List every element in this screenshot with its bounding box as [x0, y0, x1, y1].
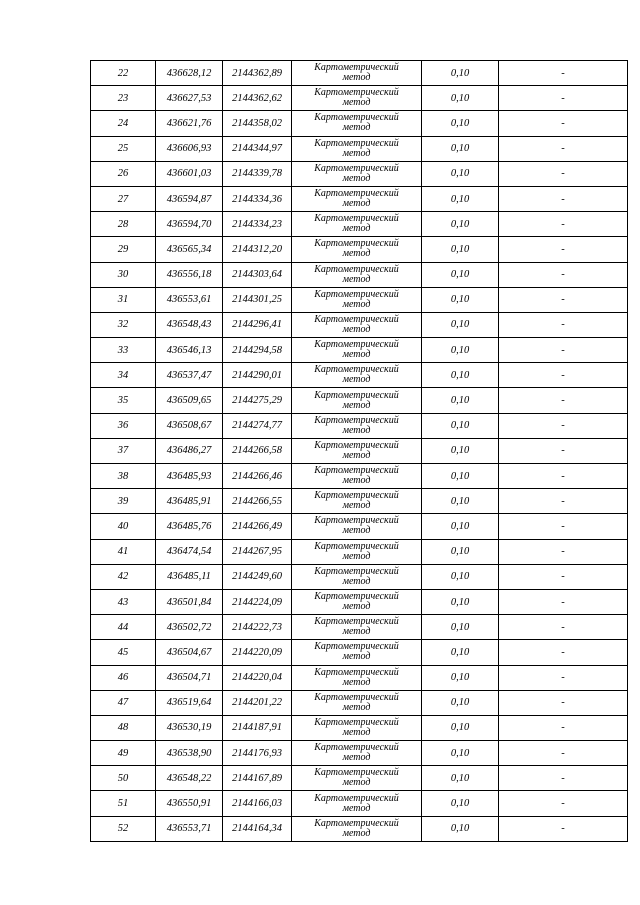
method-text-line1: Картометрический	[314, 188, 399, 200]
description-cell: -	[499, 338, 628, 363]
accuracy-cell: 0,10	[422, 816, 499, 841]
method-text-line2: метод	[342, 223, 371, 235]
description-cell: -	[499, 111, 628, 136]
y-coordinate-cell: 2144222,73	[223, 615, 292, 640]
method-text-line1: Картометрический	[314, 565, 399, 577]
method-text-line1: Картометрический	[314, 691, 399, 703]
method-text-line1: Картометрический	[314, 364, 399, 376]
x-coordinate-cell: 436509,65	[156, 388, 223, 413]
method-text-line1: Картометрический	[314, 616, 399, 628]
x-coordinate-cell: 436550,91	[156, 791, 223, 816]
method-text-line1: Картометрический	[314, 817, 399, 829]
description-cell: -	[499, 766, 628, 791]
method-text-line1: Картометрический	[314, 439, 399, 451]
point-number-cell: 49	[91, 741, 156, 766]
description-cell: -	[499, 816, 628, 841]
y-coordinate-cell: 2144274,77	[223, 413, 292, 438]
accuracy-cell: 0,10	[422, 690, 499, 715]
accuracy-cell: 0,10	[422, 338, 499, 363]
table-row	[91, 212, 628, 237]
accuracy-cell: 0,10	[422, 438, 499, 463]
method-text-line1: Картометрический	[314, 112, 399, 124]
coordinates-table	[90, 60, 628, 842]
x-coordinate-cell: 436508,67	[156, 413, 223, 438]
table-row	[91, 464, 628, 489]
description-cell: -	[499, 539, 628, 564]
method-cell	[292, 438, 422, 463]
y-coordinate-cell: 2144266,49	[223, 514, 292, 539]
table-row	[91, 539, 628, 564]
point-number-cell: 52	[91, 816, 156, 841]
y-coordinate-cell: 2144249,60	[223, 564, 292, 589]
method-text-line2: метод	[342, 827, 371, 839]
x-coordinate-cell: 436548,43	[156, 312, 223, 337]
method-text-line2: метод	[342, 72, 371, 84]
description-cell: -	[499, 237, 628, 262]
table-row	[91, 161, 628, 186]
description-cell: -	[499, 564, 628, 589]
method-text-line1: Картометрический	[314, 490, 399, 502]
method-cell	[292, 615, 422, 640]
description-cell: -	[499, 413, 628, 438]
description-cell: -	[499, 791, 628, 816]
description-cell: -	[499, 464, 628, 489]
method-text-line1: Картометрический	[314, 591, 399, 603]
table-row	[91, 111, 628, 136]
x-coordinate-cell: 436519,64	[156, 690, 223, 715]
table-row	[91, 262, 628, 287]
x-coordinate-cell: 436601,03	[156, 161, 223, 186]
method-cell	[292, 589, 422, 614]
method-text-line1: Картометрический	[314, 288, 399, 300]
method-cell	[292, 111, 422, 136]
description-cell: -	[499, 589, 628, 614]
description-cell: -	[499, 715, 628, 740]
point-number-cell: 28	[91, 212, 156, 237]
method-cell	[292, 61, 422, 86]
table-row	[91, 413, 628, 438]
table-row	[91, 363, 628, 388]
method-cell	[292, 186, 422, 211]
method-text-line2: метод	[342, 626, 371, 638]
method-cell	[292, 690, 422, 715]
y-coordinate-cell: 2144267,95	[223, 539, 292, 564]
y-coordinate-cell: 2144275,29	[223, 388, 292, 413]
accuracy-cell: 0,10	[422, 539, 499, 564]
method-text-line2: метод	[342, 248, 371, 260]
point-number-cell: 44	[91, 615, 156, 640]
method-cell	[292, 741, 422, 766]
accuracy-cell: 0,10	[422, 489, 499, 514]
table-row	[91, 61, 628, 86]
method-cell	[292, 338, 422, 363]
y-coordinate-cell: 2144224,09	[223, 589, 292, 614]
point-number-cell: 24	[91, 111, 156, 136]
method-text-line2: метод	[342, 97, 371, 109]
table-row	[91, 564, 628, 589]
description-cell: -	[499, 514, 628, 539]
description-cell: -	[499, 438, 628, 463]
point-number-cell: 25	[91, 136, 156, 161]
y-coordinate-cell: 2144334,23	[223, 212, 292, 237]
method-text-line2: метод	[342, 273, 371, 285]
method-text-line1: Картометрический	[314, 666, 399, 678]
point-number-cell: 40	[91, 514, 156, 539]
method-text-line2: метод	[342, 525, 371, 537]
point-number-cell: 29	[91, 237, 156, 262]
accuracy-cell: 0,10	[422, 615, 499, 640]
description-cell: -	[499, 363, 628, 388]
table-row	[91, 766, 628, 791]
y-coordinate-cell: 2144187,91	[223, 715, 292, 740]
accuracy-cell: 0,10	[422, 86, 499, 111]
point-number-cell: 43	[91, 589, 156, 614]
point-number-cell: 46	[91, 665, 156, 690]
accuracy-cell: 0,10	[422, 161, 499, 186]
accuracy-cell: 0,10	[422, 186, 499, 211]
x-coordinate-cell: 436546,13	[156, 338, 223, 363]
y-coordinate-cell: 2144166,03	[223, 791, 292, 816]
point-number-cell: 31	[91, 287, 156, 312]
x-coordinate-cell: 436485,76	[156, 514, 223, 539]
method-text-line1: Картометрический	[314, 137, 399, 149]
y-coordinate-cell: 2144266,58	[223, 438, 292, 463]
accuracy-cell: 0,10	[422, 640, 499, 665]
method-text-line1: Картометрический	[314, 540, 399, 552]
point-number-cell: 36	[91, 413, 156, 438]
method-cell	[292, 514, 422, 539]
method-text-line1: Картометрический	[314, 515, 399, 527]
method-text-line2: метод	[342, 399, 371, 411]
method-text-line2: метод	[342, 147, 371, 159]
point-number-cell: 45	[91, 640, 156, 665]
x-coordinate-cell: 436628,12	[156, 61, 223, 86]
accuracy-cell: 0,10	[422, 237, 499, 262]
accuracy-cell: 0,10	[422, 741, 499, 766]
y-coordinate-cell: 2144301,25	[223, 287, 292, 312]
y-coordinate-cell: 2144266,46	[223, 464, 292, 489]
point-number-cell: 33	[91, 338, 156, 363]
table-row	[91, 665, 628, 690]
method-cell	[292, 312, 422, 337]
method-text-line2: метод	[342, 550, 371, 562]
method-text-line2: метод	[342, 424, 371, 436]
coordinates-table-body	[91, 61, 628, 842]
method-cell	[292, 665, 422, 690]
x-coordinate-cell: 436553,61	[156, 287, 223, 312]
method-text-line2: метод	[342, 374, 371, 386]
method-text-line2: метод	[342, 575, 371, 587]
accuracy-cell: 0,10	[422, 61, 499, 86]
description-cell: -	[499, 615, 628, 640]
point-number-cell: 32	[91, 312, 156, 337]
method-text-line2: метод	[342, 802, 371, 814]
method-text-line2: метод	[342, 323, 371, 335]
method-text-line2: метод	[342, 701, 371, 713]
method-text-line2: метод	[342, 122, 371, 134]
description-cell: -	[499, 86, 628, 111]
method-cell	[292, 413, 422, 438]
table-row	[91, 715, 628, 740]
accuracy-cell: 0,10	[422, 514, 499, 539]
y-coordinate-cell: 2144164,34	[223, 816, 292, 841]
y-coordinate-cell: 2144362,89	[223, 61, 292, 86]
table-row	[91, 312, 628, 337]
x-coordinate-cell: 436537,47	[156, 363, 223, 388]
accuracy-cell: 0,10	[422, 715, 499, 740]
table-row	[91, 640, 628, 665]
description-cell: -	[499, 388, 628, 413]
method-text-line2: метод	[342, 449, 371, 461]
point-number-cell: 22	[91, 61, 156, 86]
method-text-line1: Картометрический	[314, 641, 399, 653]
y-coordinate-cell: 2144266,55	[223, 489, 292, 514]
point-number-cell: 39	[91, 489, 156, 514]
x-coordinate-cell: 436556,18	[156, 262, 223, 287]
table-row	[91, 136, 628, 161]
table-row	[91, 615, 628, 640]
method-text-line1: Картометрический	[314, 162, 399, 174]
method-text-line1: Картометрический	[314, 339, 399, 351]
point-number-cell: 26	[91, 161, 156, 186]
method-text-line2: метод	[342, 777, 371, 789]
x-coordinate-cell: 436565,34	[156, 237, 223, 262]
table-row	[91, 816, 628, 841]
table-row	[91, 791, 628, 816]
method-text-line1: Картометрический	[314, 238, 399, 250]
method-cell	[292, 766, 422, 791]
method-text-line1: Картометрический	[314, 716, 399, 728]
table-row	[91, 388, 628, 413]
point-number-cell: 50	[91, 766, 156, 791]
table-row	[91, 514, 628, 539]
y-coordinate-cell: 2144334,36	[223, 186, 292, 211]
point-number-cell: 47	[91, 690, 156, 715]
method-text-line2: метод	[342, 298, 371, 310]
x-coordinate-cell: 436486,27	[156, 438, 223, 463]
x-coordinate-cell: 436548,22	[156, 766, 223, 791]
x-coordinate-cell: 436594,87	[156, 186, 223, 211]
description-cell: -	[499, 312, 628, 337]
table-row	[91, 690, 628, 715]
method-cell	[292, 86, 422, 111]
table-row	[91, 338, 628, 363]
method-cell	[292, 539, 422, 564]
method-cell	[292, 363, 422, 388]
method-text-line1: Картометрический	[314, 742, 399, 754]
method-text-line1: Картометрический	[314, 313, 399, 325]
method-cell	[292, 464, 422, 489]
accuracy-cell: 0,10	[422, 464, 499, 489]
y-coordinate-cell: 2144358,02	[223, 111, 292, 136]
x-coordinate-cell: 436504,71	[156, 665, 223, 690]
x-coordinate-cell: 436485,93	[156, 464, 223, 489]
accuracy-cell: 0,10	[422, 413, 499, 438]
point-number-cell: 38	[91, 464, 156, 489]
y-coordinate-cell: 2144176,93	[223, 741, 292, 766]
table-row	[91, 237, 628, 262]
method-cell	[292, 564, 422, 589]
accuracy-cell: 0,10	[422, 665, 499, 690]
accuracy-cell: 0,10	[422, 111, 499, 136]
x-coordinate-cell: 436594,70	[156, 212, 223, 237]
description-cell: -	[499, 489, 628, 514]
method-text-line2: метод	[342, 726, 371, 738]
method-text-line1: Картометрический	[314, 792, 399, 804]
y-coordinate-cell: 2144167,89	[223, 766, 292, 791]
y-coordinate-cell: 2144290,01	[223, 363, 292, 388]
table-row	[91, 489, 628, 514]
method-text-line2: метод	[342, 676, 371, 688]
accuracy-cell: 0,10	[422, 388, 499, 413]
method-cell	[292, 237, 422, 262]
method-cell	[292, 262, 422, 287]
method-text-line2: метод	[342, 172, 371, 184]
method-cell	[292, 816, 422, 841]
x-coordinate-cell: 436621,76	[156, 111, 223, 136]
x-coordinate-cell: 436606,93	[156, 136, 223, 161]
description-cell: -	[499, 212, 628, 237]
accuracy-cell: 0,10	[422, 589, 499, 614]
accuracy-cell: 0,10	[422, 363, 499, 388]
accuracy-cell: 0,10	[422, 766, 499, 791]
method-text-line1: Картометрический	[314, 767, 399, 779]
x-coordinate-cell: 436627,53	[156, 86, 223, 111]
x-coordinate-cell: 436474,54	[156, 539, 223, 564]
method-text-line1: Картометрический	[314, 414, 399, 426]
y-coordinate-cell: 2144296,41	[223, 312, 292, 337]
method-cell	[292, 136, 422, 161]
x-coordinate-cell: 436485,11	[156, 564, 223, 589]
accuracy-cell: 0,10	[422, 791, 499, 816]
point-number-cell: 41	[91, 539, 156, 564]
method-text-line1: Картометрический	[314, 87, 399, 99]
x-coordinate-cell: 436553,71	[156, 816, 223, 841]
table-row	[91, 438, 628, 463]
description-cell: -	[499, 690, 628, 715]
description-cell: -	[499, 61, 628, 86]
method-cell	[292, 791, 422, 816]
y-coordinate-cell: 2144220,04	[223, 665, 292, 690]
accuracy-cell: 0,10	[422, 212, 499, 237]
table-row	[91, 86, 628, 111]
method-text-line2: метод	[342, 601, 371, 613]
description-cell: -	[499, 136, 628, 161]
method-text-line1: Картометрический	[314, 62, 399, 74]
table-row	[91, 741, 628, 766]
method-text-line2: метод	[342, 198, 371, 210]
point-number-cell: 37	[91, 438, 156, 463]
point-number-cell: 34	[91, 363, 156, 388]
method-text-line1: Картометрический	[314, 213, 399, 225]
method-text-line2: метод	[342, 500, 371, 512]
method-text-line1: Картометрический	[314, 389, 399, 401]
y-coordinate-cell: 2144201,22	[223, 690, 292, 715]
y-coordinate-cell: 2144344,97	[223, 136, 292, 161]
method-text-line2: метод	[342, 752, 371, 764]
table-row	[91, 589, 628, 614]
accuracy-cell: 0,10	[422, 136, 499, 161]
point-number-cell: 35	[91, 388, 156, 413]
method-text-line2: метод	[342, 475, 371, 487]
method-text-line2: метод	[342, 651, 371, 663]
accuracy-cell: 0,10	[422, 312, 499, 337]
x-coordinate-cell: 436485,91	[156, 489, 223, 514]
description-cell: -	[499, 186, 628, 211]
method-text-line1: Картометрический	[314, 263, 399, 275]
point-number-cell: 48	[91, 715, 156, 740]
method-cell	[292, 715, 422, 740]
x-coordinate-cell: 436501,84	[156, 589, 223, 614]
y-coordinate-cell: 2144362,62	[223, 86, 292, 111]
point-number-cell: 30	[91, 262, 156, 287]
point-number-cell: 42	[91, 564, 156, 589]
point-number-cell: 51	[91, 791, 156, 816]
accuracy-cell: 0,10	[422, 262, 499, 287]
description-cell: -	[499, 665, 628, 690]
method-cell	[292, 212, 422, 237]
method-text-line2: метод	[342, 349, 371, 361]
description-cell: -	[499, 640, 628, 665]
x-coordinate-cell: 436504,67	[156, 640, 223, 665]
x-coordinate-cell: 436502,72	[156, 615, 223, 640]
table-row	[91, 287, 628, 312]
accuracy-cell: 0,10	[422, 287, 499, 312]
method-cell	[292, 287, 422, 312]
table-row	[91, 186, 628, 211]
y-coordinate-cell: 2144312,20	[223, 237, 292, 262]
y-coordinate-cell: 2144339,78	[223, 161, 292, 186]
y-coordinate-cell: 2144303,64	[223, 262, 292, 287]
method-cell	[292, 161, 422, 186]
description-cell: -	[499, 161, 628, 186]
method-text-line1: Картометрический	[314, 465, 399, 477]
x-coordinate-cell: 436530,19	[156, 715, 223, 740]
y-coordinate-cell: 2144220,09	[223, 640, 292, 665]
description-cell: -	[499, 262, 628, 287]
method-cell	[292, 640, 422, 665]
point-number-cell: 27	[91, 186, 156, 211]
y-coordinate-cell: 2144294,58	[223, 338, 292, 363]
method-cell	[292, 489, 422, 514]
description-cell: -	[499, 287, 628, 312]
method-cell	[292, 388, 422, 413]
point-number-cell: 23	[91, 86, 156, 111]
accuracy-cell: 0,10	[422, 564, 499, 589]
description-cell: -	[499, 741, 628, 766]
x-coordinate-cell: 436538,90	[156, 741, 223, 766]
